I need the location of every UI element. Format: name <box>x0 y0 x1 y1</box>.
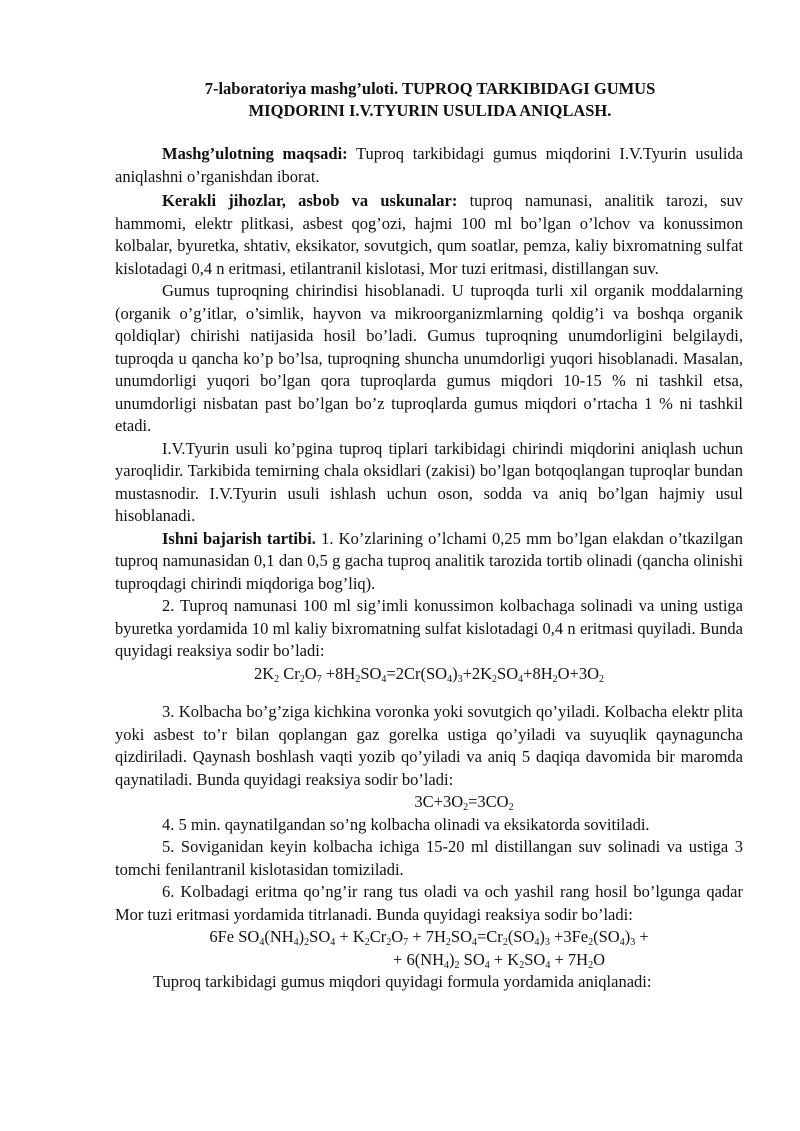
paragraph-procedure-step-6: 6. Kolbadagi eritma qo’ng’ir rang tus oladi va och yashil rang hosil bo’lgunga qadar Mor tuzi eritmasi yordamida titrlanadi. Bunda quyidagi reaksiya sodir bo’ladi: <box>115 882 743 924</box>
paragraph-procedure-step-1 <box>115 528 743 596</box>
equipment-text: tuproq namunasi, analitik tarozi, suv hammomi, elektr plitkasi, asbest qog’ozi, hajmi 100 ml bo’lgan o’lchov va konussimon kolbalar, byuretka, shtativ, eksikator, sovutgich, qum soatlar, pemza, kaliy bixromatning sulfat kislotadagi 0,4 n eritmasi, etilantranil kislotasi, Mor tuzi eritmasi, distillangan suv. <box>115 191 743 278</box>
paragraph-goal <box>115 143 743 188</box>
equipment-label: Kerakli jihozlar, asbob va uskunalar: <box>162 191 458 210</box>
title-line-2: MIQDORINI I.V.TYURIN USULIDA ANIQLASH. <box>248 101 612 120</box>
paragraph-procedure-step-3: 3. Kolbacha bo’g’ziga kichkina voronka yoki sovutgich qo’yiladi. Kolbacha elektr plita yoki asbest to’r bilan qoplangan gaz gorelka ustiga qo’yiladi va suyuqlik qaynaguncha qizdiriladi. Qaynash boshlash vaqti yozib qo’yiladi va aniq 5 daqiqa davomida bir maromda qaynatiladi. Bunda quyidagi reaksiya sodir bo’ladi: <box>115 702 743 789</box>
procedure-label: Ishni bajarish tartibi. <box>162 528 316 548</box>
procedure-text: 1. Ko’zlarining o’lchami 0,25 mm bo’lgan elakdan o’tkazilgan tuproq namunasidan 0,1 dan 0,5 g gacha tuproq analitik tarozida tortib olinadi (qancha olinishi tuproqdagi chirindi miqdoriga bog’liq). <box>115 528 743 593</box>
paragraph-formula-intro: Tuproq tarkibidagi gumus miqdori quyidagi formula yordamida aniqlanadi: <box>153 972 652 991</box>
equation-1: $2K_2$ $Cr_2O_7 +8H_2SO_4=2Cr(SO_4)_3+2K_2SO_4+8H_2O+3O_2$ <box>253 663 605 685</box>
paragraph-equipment <box>115 190 743 280</box>
goal-label: Mashg’ulotning maqsadi: <box>162 144 348 163</box>
spacer <box>115 685 743 701</box>
paragraph-procedure-step-4: 4. 5 min. qaynatilgandan so’ng kolbacha olinadi va eksikatorda sovitiladi. <box>162 814 650 834</box>
equation-2: $3C+3O_2=3CO_2$ <box>414 792 514 813</box>
page-title <box>115 78 745 122</box>
document-body <box>115 143 743 994</box>
paragraph-humus-definition: Gumus tuproqning chirindisi hisoblanadi. U tuproqda turli xil organik moddalarning (organik o’g’itlar, o’simlik, hayvon va mikroorganizmlarning qoldig’i va boshqa organik qoldiqlar) chirishi natijasida hosil bo’ladi. Gumus tuproqning unumdorligini belgilaydi, tuproqda u qancha ko’p bo’lsa, tuproqning shuncha unumdorligi yuqori hisoblanadi. Masalan, unumdorligi yuqori bo’lgan qora tuproqlarda gumus miqdori 10-15 % ni tashkil etsa, unumdorligi nisbatan past bo’lgan bo’z tuproqlarda gumus miqdori o’rtacha 1 % ni tashkil etadi. <box>115 281 743 435</box>
goal-text: Tuproq tarkibidagi gumus miqdorini I.V.Tyurin usulida aniqlashni o’rganishdan iborat. <box>115 144 743 186</box>
equation-3-line-1: 6Fe $SO_4(NH_4)_2SO_4 + K_2Cr_2O_7 + 7H_2SO_4=Cr_2(SO_4)_3 +3Fe_2(SO_4)_3$ + <box>209 927 649 948</box>
equation-3-line-2: + $6(NH_4)_2$ $SO_4 + K_2SO_4 + 7H_2O$ <box>393 949 605 971</box>
title-line-1: 7-laboratoriya mashg’uloti. TUPROQ TARKIBIDAGI GUMUS <box>204 79 656 98</box>
paragraph-tyurin-method: I.V.Tyurin usuli ko’pgina tuproq tiplari tarkibidagi chirindi miqdorini aniqlash uchun yaroqlidir. Tarkibida temirning chala oksidlari (zakisi) bo’lgan botqoqlangan tuproqlar bundan mustasnodir. I.V.Tyurin usuli ishlash uchun oson, sodda va aniq bo’lgan hajmiy usul hisoblanadi. <box>115 438 743 525</box>
paragraph-procedure-step-2: 2. Tuproq namunasi 100 ml sig’imli konussimon kolbachaga solinadi va uning ustiga byuretka yordamida 10 ml kaliy bixromatning sulfat kislotadagi 0,4 n eritmasi quyiladi. Bunda quyidagi reaksiya sodir bo’ladi: <box>115 596 743 660</box>
paragraph-procedure-step-5: 5. Soviganidan keyin kolbacha ichiga 15-20 ml distillangan suv solinadi va ustiga 3 tomchi fenilantranil kislotasidan tomiziladi. <box>115 837 743 879</box>
